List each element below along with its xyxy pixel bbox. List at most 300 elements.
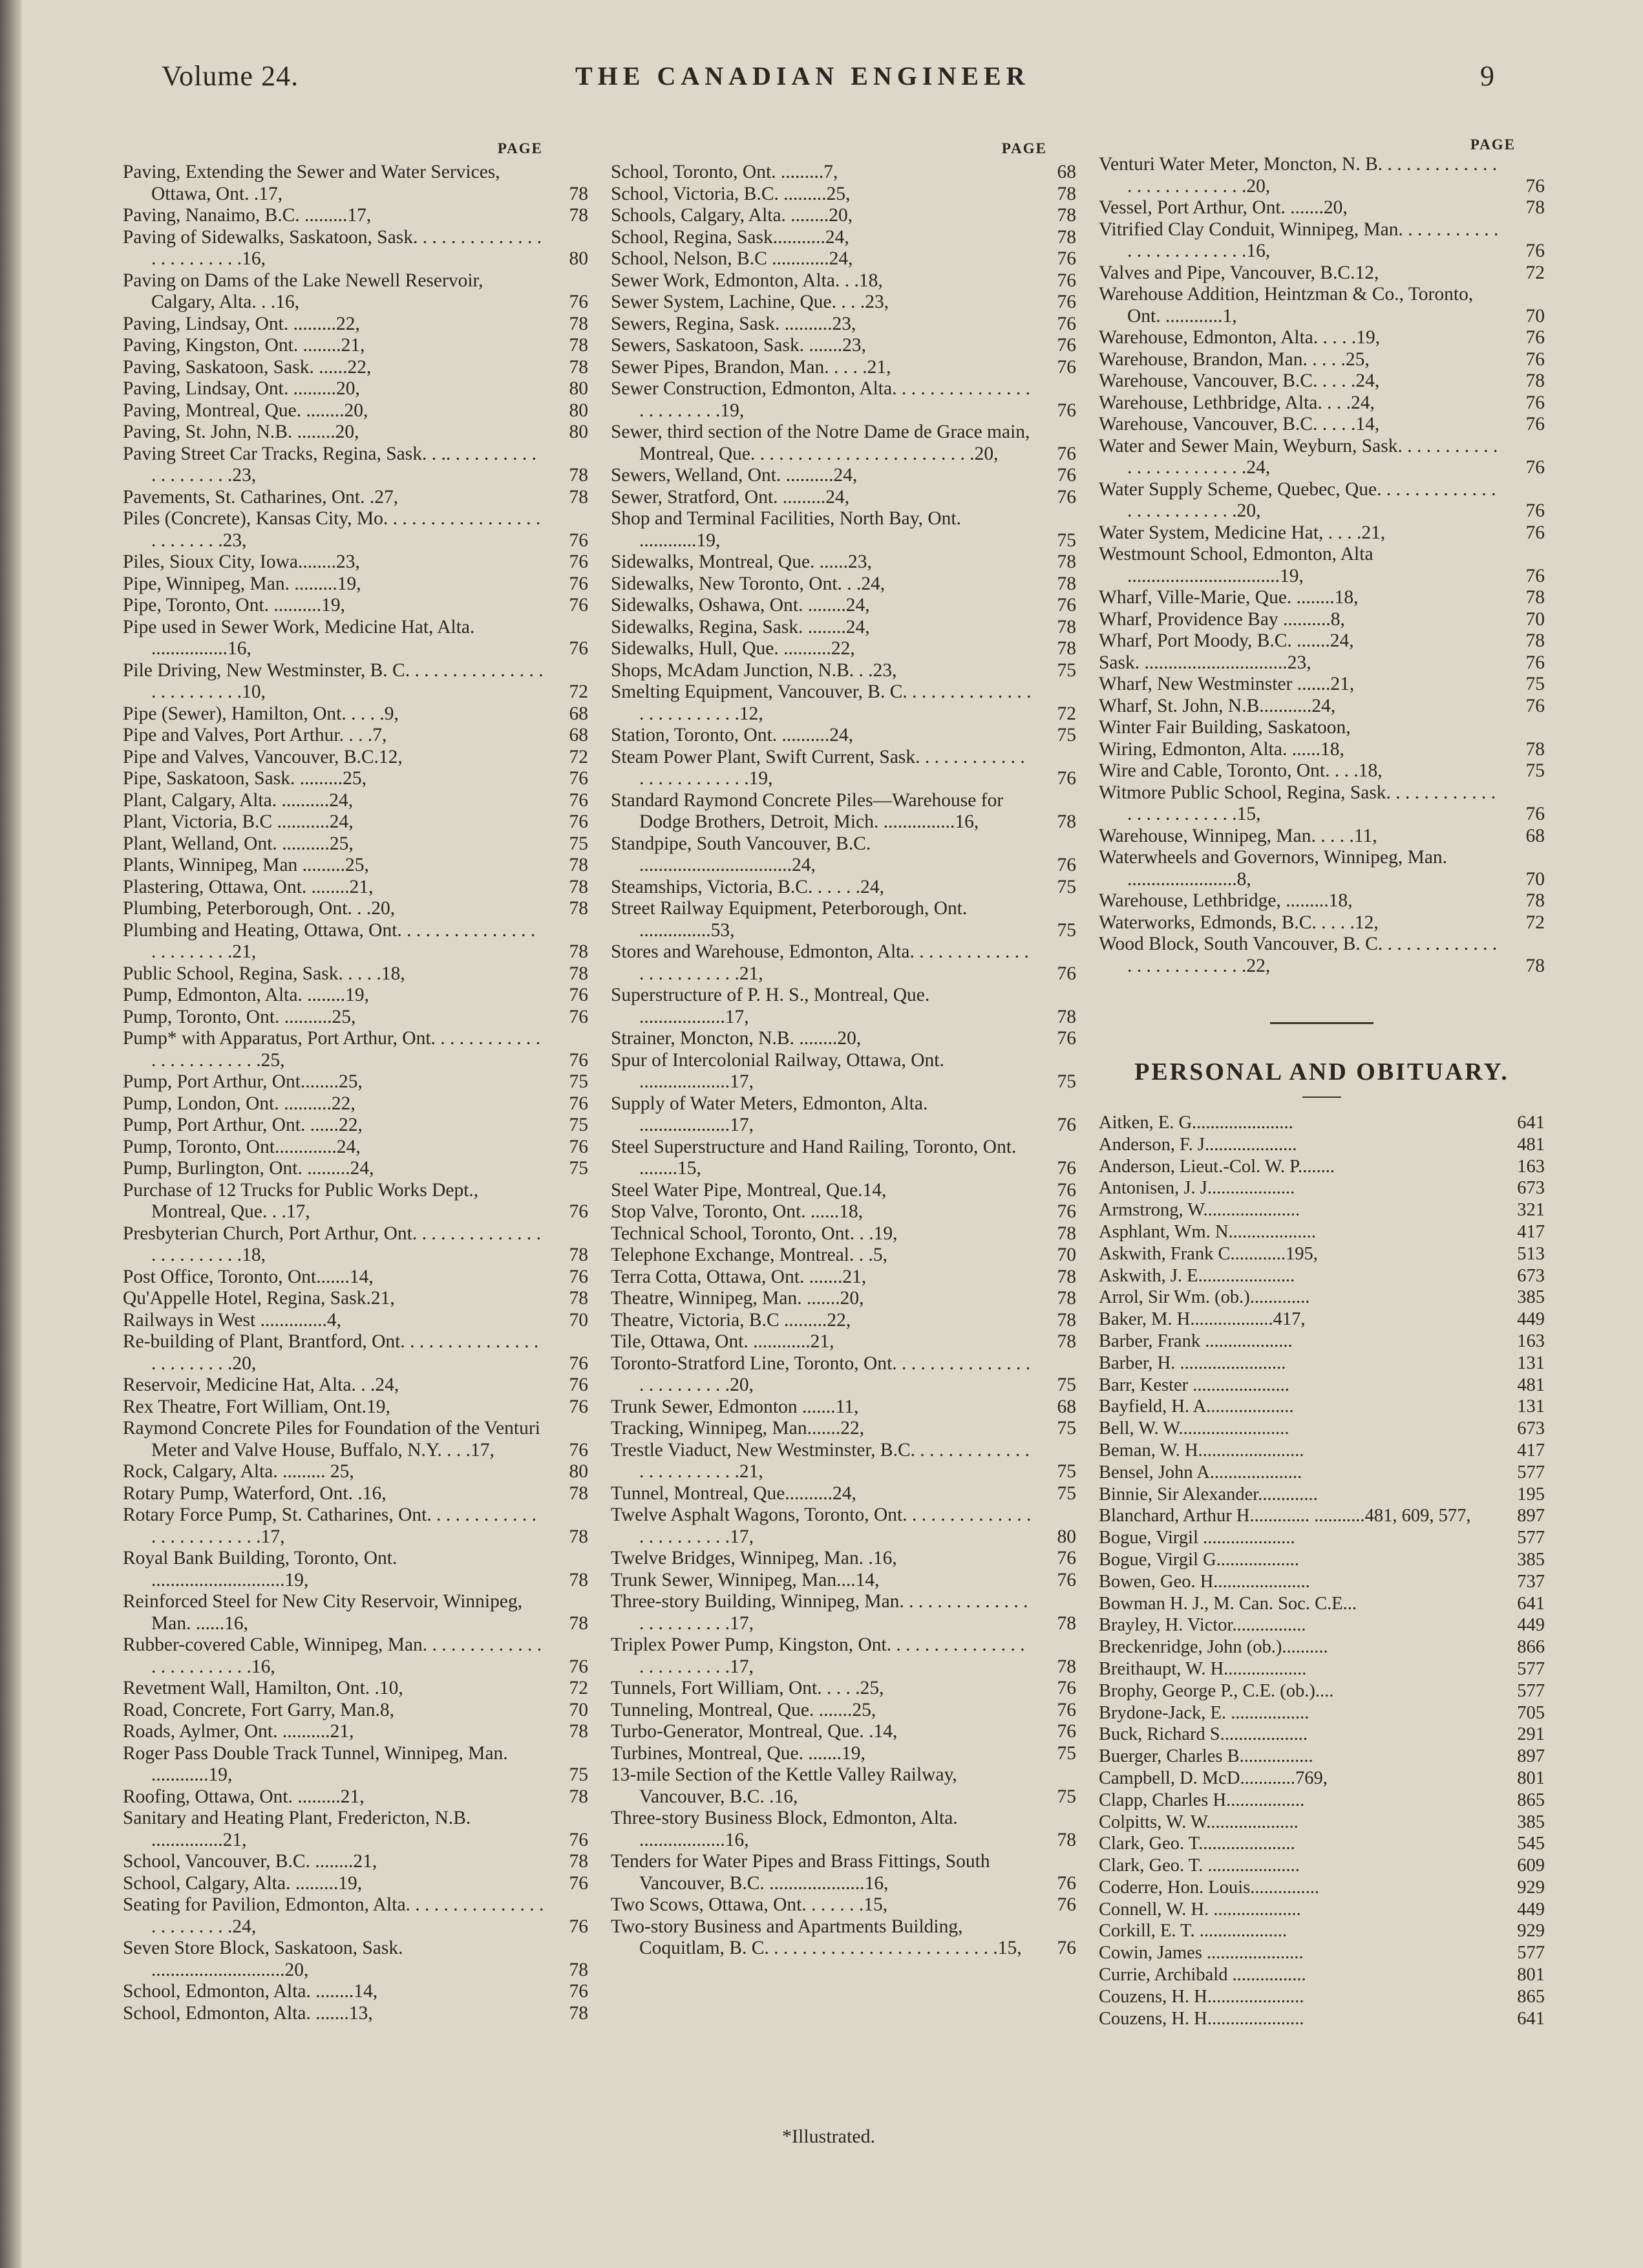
entry-text: Two-story Business and Apartments Building, Coquitlam, B. C. . . . . . . . . . . . . . . . . . . . . . . . .15, [611,1916,1022,1958]
entry-page: 75 [1057,876,1076,897]
entry-page: 78 [1057,1656,1076,1677]
entry-page: 76 [569,811,588,832]
person-page: 449 [1517,1899,1545,1920]
entry-page: 78 [1525,197,1545,218]
entry-text: Superstructure of P. H. S., Montreal, Que. ..................17, [611,985,930,1027]
person-name: Campbell, D. McD............769, [1099,1768,1328,1788]
entry-text: Seven Store Block, Saskatoon, Sask. ............................20, [123,1938,403,1980]
entry-page: 76 [1057,313,1076,334]
person-entry [1099,1156,1545,1178]
page-column-heading: PAGE [1001,140,1047,156]
index-entry [611,335,1076,357]
person-page: 705 [1517,1702,1545,1723]
person-name: Bell, W. W........................ [1099,1418,1289,1439]
person-entry [1099,1134,1545,1156]
person-page: 131 [1517,1396,1545,1417]
entry-text: Qu'Appelle Hotel, Regina, Sask.21, [123,1288,395,1309]
entry-page: 76 [1525,652,1545,673]
index-entry [611,1050,1076,1093]
person-name: Anderson, F. J.................... [1099,1134,1297,1155]
entry-page: 78 [569,486,588,508]
index-entry [1099,890,1545,912]
entry-page: 70 [1525,868,1545,890]
person-entry [1099,1636,1545,1658]
entry-page: 78 [1057,551,1076,572]
entry-page: 78 [1057,183,1076,204]
entry-page: 76 [1057,1569,1076,1590]
entry-text: School, Regina, Sask...........24, [611,226,849,248]
person-page: 673 [1517,1418,1545,1439]
entry-text: Water System, Medicine Hat, . . . .21, [1099,522,1386,543]
person-entry [1099,1899,1545,1921]
person-entry [1099,1462,1545,1484]
entry-page: 76 [1057,855,1076,875]
person-name: Couzens, H. H..................... [1099,1986,1304,2007]
index-entry [611,1288,1076,1310]
index-entry [123,920,588,963]
entry-page: 80 [569,422,588,442]
person-page: 417 [1517,1440,1545,1460]
person-page: 641 [1517,1593,1545,1614]
person-entry [1099,1593,1545,1615]
person-name: Beman, W. H....................... [1099,1440,1304,1460]
entry-page: 76 [1057,1872,1076,1894]
index-entry [611,1028,1076,1050]
index-entry [1099,826,1545,848]
entry-text: Presbyterian Church, Port Arthur, Ont. . . . . . . . . . . . . . . . . . . . . . . .18, [123,1223,541,1265]
index-entry [611,508,1076,551]
entry-text: Paving, Kingston, Ont. ........21, [123,335,365,356]
person-entry [1099,1112,1545,1134]
person-name: Colpitts, W. W.................... [1099,1812,1298,1832]
index-entry [611,941,1076,985]
entry-page: 75 [1057,1375,1076,1395]
entry-text: Pipe and Valves, Port Arthur. . . .7, [123,725,387,745]
entry-page: 76 [569,1136,588,1157]
entry-page: 78 [1057,1612,1076,1634]
index-entry [611,660,1076,682]
entry-text: Plumbing and Heating, Ottawa, Ont. . . . . . . . . . . . . . . . . . . . . . . .21, [123,919,536,962]
index-entry [611,1851,1076,1894]
person-page: 545 [1517,1834,1545,1854]
index-entry [123,833,588,855]
index-entry [1099,674,1545,696]
index-entry [123,270,588,314]
person-entry [1099,1942,1545,1964]
entry-text: Wharf, New Westminster .......21, [1099,674,1355,694]
index-entry [1099,522,1545,544]
index-entry [123,1375,588,1396]
page-column-heading: PAGE [1470,136,1516,153]
person-name: Brayley, H. Victor................ [1099,1615,1306,1636]
index-entry [611,205,1076,227]
entry-text: Rotary Force Pump, St. Catharines, Ont. . . . . . . . . . . . . . . . . . . . . . . .17, [123,1504,536,1547]
entry-text: Wire and Cable, Toronto, Ont. . . .18, [1099,760,1383,781]
entry-text: Steamships, Victoria, B.C. . . . . .24, [611,876,884,897]
entry-text: Station, Toronto, Ont. ..........24, [611,725,854,745]
entry-text: Plant, Victoria, B.C ...........24, [123,811,354,832]
person-page: 641 [1517,2008,1545,2029]
entry-text: Paving, Lindsay, Ont. .........22, [123,313,360,334]
person-name: Bayfield, H. A................... [1099,1396,1294,1417]
entry-page: 78 [569,465,588,486]
entry-page: 76 [569,1439,588,1460]
person-name: Armstrong, W..................... [1099,1200,1300,1221]
section-title: PERSONAL AND OBITUARY. [1134,1058,1509,1086]
person-entry [1099,1331,1545,1353]
entry-page: 76 [569,1829,588,1850]
person-page: 321 [1517,1200,1545,1221]
entry-text: Steam Power Plant, Swift Current, Sask. . . . . . . . . . . . . . . . . . . . . . . .19, [611,746,1025,789]
person-entry [1099,1877,1545,1899]
index-entry [611,1180,1076,1202]
index-entry [1099,609,1545,631]
entry-text: Turbines, Montreal, Que. .......19, [611,1742,865,1764]
person-entry [1099,1855,1545,1877]
entry-text: Sewer, Stratford, Ont. .........24, [611,486,850,508]
person-name: Couzens, H. H..................... [1099,2008,1304,2029]
entry-page: 78 [569,356,588,378]
index-entry [611,1137,1076,1180]
index-entry [123,1267,588,1289]
entry-text: School, Victoria, B.C. .........25, [611,183,851,204]
entry-text: Piles, Sioux City, Iowa........23, [123,551,360,572]
entry-page: 76 [569,1916,588,1937]
index-entry [1099,197,1545,219]
index-entry [1099,414,1545,436]
entry-page: 76 [1057,292,1076,312]
person-entry [1099,1812,1545,1834]
personal-obituary-list [1099,1112,1545,2029]
entry-page: 78 [1057,1006,1076,1027]
index-entry [123,1851,588,1873]
entry-page: 76 [1057,443,1076,464]
entry-text: Sanitary and Heating Plant, Fredericton, N.B. ...............21, [123,1808,471,1850]
entry-text: Royal Bank Building, Toronto, Ont. ............................19, [123,1548,398,1590]
person-page: 449 [1517,1309,1545,1330]
person-entry [1099,1790,1545,1812]
entry-page: 68 [569,725,588,745]
entry-text: Roads, Aylmer, Ont. ..........21, [123,1721,354,1742]
entry-page: 78 [569,898,588,919]
person-entry [1099,1614,1545,1636]
entry-text: Three-story Building, Winnipeg, Man. . . . . . . . . . . . . . . . . . . . . . . .17, [611,1591,1028,1634]
entry-page: 72 [1525,262,1545,283]
entry-text: Seating for Pavilion, Edmonton, Alta. . . . . . . . . . . . . . . . . . . . . . . .24, [123,1894,544,1937]
entry-page: 76 [569,985,588,1005]
index-entry [1099,782,1545,826]
entry-text: Warehouse, Vancouver, B.C. . . . .14, [1099,414,1380,434]
person-page: 737 [1517,1571,1545,1592]
entry-page: 76 [1057,963,1076,984]
index-entry [123,1504,588,1548]
person-name: Cowin, James ..................... [1099,1943,1304,1963]
entry-text: School, Edmonton, Alta. .......13, [123,2002,373,2024]
entry-page: 76 [1057,356,1076,378]
entry-page: 76 [1057,486,1076,508]
index-entry [611,595,1076,617]
entry-text: Pipe (Sewer), Hamilton, Ont. . . . .9, [123,703,399,724]
index-entry [611,1916,1076,1960]
index-entry [123,1808,588,1851]
entry-page: 76 [1525,414,1545,434]
entry-text: Sidewalks, Hull, Que. ..........22, [611,638,855,659]
entry-page: 76 [569,1872,588,1894]
entry-text: Vessel, Port Arthur, Ont. .......20, [1099,197,1348,218]
entry-page: 72 [569,746,588,767]
entry-text: Sewer Pipes, Brandon, Man. . . . .21, [611,356,891,378]
entry-text: Wood Block, South Vancouver, B. C. . . . . . . . . . . . . . . . . . . . . . . . . .22, [1099,934,1498,976]
index-entry [1099,739,1545,761]
index-entry [611,747,1076,790]
person-page: 291 [1517,1724,1545,1745]
entry-text: Westmount School, Edmonton, Alta ................................19, [1099,544,1373,586]
entry-page: 78 [569,1786,588,1807]
index-column-2 [611,136,1076,1960]
entry-page: 76 [1525,348,1545,370]
index-entry [123,1288,588,1310]
person-page: 577 [1517,1528,1545,1548]
entry-page: 76 [569,789,588,811]
entry-text: Warehouse, Brandon, Man. . . . .25, [1099,348,1370,370]
person-entry [1099,1920,1545,1942]
entry-page: 72 [1525,912,1545,933]
index-entry [611,833,1076,877]
index-entry [123,1483,588,1505]
index-entry [611,1894,1076,1916]
index-entry [611,1721,1076,1743]
index-entry [123,1137,588,1159]
person-name: Bogue, Virgil .................... [1099,1528,1295,1548]
entry-text: Trunk Sewer, Edmonton .......11, [611,1396,859,1417]
entry-page: 78 [569,1288,588,1309]
running-header [162,59,1506,98]
person-page: 929 [1517,1877,1545,1898]
index-entries [1099,154,1545,977]
entry-text: School, Edmonton, Alta. ........14, [123,1981,378,2002]
entry-page: 75 [1525,760,1545,781]
entry-text: Roger Pass Double Track Tunnel, Winnipeg, Man. ............19, [123,1742,508,1785]
entry-page: 76 [569,1375,588,1395]
entry-page: 78 [569,1526,588,1547]
index-entry [611,573,1076,595]
index-entry [611,314,1076,336]
entry-text: Warehouse, Edmonton, Alta. . . . .19, [1099,327,1381,348]
entry-text: Tile, Ottawa, Ont. ............21, [611,1331,834,1352]
entry-text: Trunk Sewer, Winnipeg, Man....14, [611,1569,880,1590]
entry-page: 78 [1057,1266,1076,1287]
person-name: Coderre, Hon. Louis............... [1099,1877,1320,1898]
index-entry [123,877,588,899]
person-name: Breithaupt, W. H.................. [1099,1658,1307,1679]
entry-text: Pump, Toronto, Ont. ..........25, [123,1006,356,1027]
person-entry [1099,1418,1545,1440]
entry-page: 70 [1525,608,1545,630]
person-page: 449 [1517,1615,1545,1636]
index-entry [611,1396,1076,1418]
person-entry [1099,1527,1545,1549]
entry-text: Turbo-Generator, Montreal, Que. .14, [611,1721,898,1742]
person-name: Brophy, George P., C.E. (ob.).... [1099,1680,1334,1701]
index-column-3 [1099,136,1545,2029]
index-entry [123,617,588,660]
entry-page: 70 [1057,1245,1076,1265]
index-entry [123,1700,588,1722]
journal-title: THE CANADIAN ENGINEER [575,61,1030,91]
volume-label: Volume 24. [162,60,299,92]
entry-page: 75 [1525,674,1545,694]
person-name: Antonisen, J. J................... [1099,1178,1295,1199]
entry-page: 76 [1057,335,1076,356]
section-divider [1270,1022,1373,1024]
person-entry [1099,1309,1545,1331]
entry-page: 75 [569,1071,588,1092]
index-entry [611,1267,1076,1289]
entry-page: 78 [569,183,588,204]
entry-page: 76 [1057,1201,1076,1222]
entry-text: Technical School, Toronto, Ont. . .19, [611,1223,898,1244]
person-entry [1099,1658,1545,1680]
entry-page: 80 [569,1461,588,1482]
index-entry [123,1894,588,1938]
index-entry [611,1504,1076,1548]
entry-text: Warehouse, Lethbridge, .........18, [1099,890,1353,911]
index-entry [1099,587,1545,609]
entry-page: 76 [569,1049,588,1071]
index-entry [611,1093,1076,1137]
index-entry [611,1440,1076,1483]
person-entry [1099,1505,1545,1527]
index-entry [611,465,1076,487]
entry-text: Piles (Concrete), Kansas City, Mo. . . . . . . . . . . . . . . . . . . . . . . . .23, [123,508,541,551]
entry-text: Sidewalks, Regina, Sask. ........24, [611,616,870,637]
index-entry [611,1634,1076,1678]
entry-text: Pump, Toronto, Ont.............24, [123,1136,361,1157]
index-entry [611,248,1076,270]
entry-text: Paving, Lindsay, Ont. .........20, [123,378,360,399]
person-entry [1099,1724,1545,1746]
index-entry [123,1591,588,1634]
entry-text: Sewers, Saskatoon, Sask. .......23, [611,335,866,356]
person-entry [1099,1265,1545,1287]
entry-page: 72 [569,1678,588,1698]
entry-text: Sewers, Regina, Sask. ..........23, [611,313,856,334]
entry-text: Sewer Work, Edmonton, Alta. . .18, [611,270,883,291]
person-entry [1099,1702,1545,1724]
entry-text: Paving, Saskatoon, Sask. ......22, [123,356,372,378]
index-entry [611,638,1076,660]
entry-text: Shops, McAdam Junction, N.B. . .23, [611,659,897,681]
index-entry [611,162,1076,184]
entry-page: 78 [569,313,588,334]
person-page: 866 [1517,1637,1545,1658]
index-entries [611,162,1076,1960]
index-entry [123,1223,588,1267]
entry-text: Road, Concrete, Fort Garry, Man.8, [123,1699,395,1720]
index-entry [123,855,588,877]
index-entry [1099,284,1545,327]
index-entry [611,617,1076,639]
index-entry [611,1743,1076,1765]
entry-page: 78 [1057,1829,1076,1850]
entry-text: Sask. ..............................23, [1099,652,1311,673]
index-entry [1099,479,1545,522]
index-entry [1099,934,1545,977]
entry-page: 70 [1525,305,1545,326]
entry-text: Stores and Warehouse, Edmonton, Alta. . . . . . . . . . . . . . . . . . . . . . . .21, [611,941,1029,984]
entry-text: Wharf, Providence Bay ..........8, [1099,608,1345,630]
entry-page: 78 [569,335,588,356]
entry-text: Steel Superstructure and Hand Railing, Toronto, Ont. ........15, [611,1136,1017,1179]
entry-text: Winter Fair Building, Saskatoon, [1099,717,1351,738]
person-name: Corkill, E. T. ................... [1099,1921,1288,1942]
index-entry [1099,912,1545,934]
index-entry [1099,717,1545,739]
entry-text: Re-building of Plant, Brantford, Ont. . . . . . . . . . . . . . . . . . . . . . . .20, [123,1331,539,1374]
person-page: 163 [1517,1331,1545,1351]
index-entry [611,1700,1076,1722]
entry-page: 76 [1057,1721,1076,1742]
person-entry [1099,1243,1545,1265]
entry-page: 75 [1057,530,1076,551]
person-entry [1099,1199,1545,1221]
index-entry [123,963,588,985]
index-entry [1099,544,1545,587]
entry-text: Trestle Viaduct, New Westminster, B.C. . . . . . . . . . . . . . . . . . . . . . . .21, [611,1439,1030,1482]
entry-page: 76 [1057,248,1076,269]
person-name: Clapp, Charles H................. [1099,1790,1305,1810]
entry-page: 75 [569,1115,588,1135]
index-entry [123,444,588,487]
entry-text: Sewer System, Lachine, Que. . . .23, [611,292,889,312]
entry-page: 76 [1525,565,1545,586]
index-entry [123,573,588,595]
entry-text: Paving, Nanaimo, B.C. .........17, [123,205,372,226]
entry-page: 78 [1057,638,1076,659]
entry-page: 78 [1057,226,1076,248]
entry-page: 75 [1057,1461,1076,1482]
index-entry [1099,847,1545,890]
index-entry [611,1245,1076,1267]
index-entry [123,1396,588,1418]
entry-page: 76 [569,1201,588,1222]
page-edge-shadow [0,0,22,2268]
entry-page: 76 [569,768,588,789]
index-entry [123,768,588,790]
entry-page: 80 [569,378,588,399]
entry-page: 76 [1057,400,1076,421]
index-entry [123,1873,588,1895]
index-entry [611,877,1076,899]
entry-text: Roofing, Ottawa, Ont. .........21, [123,1786,365,1807]
entry-text: Pump, London, Ont. ..........22, [123,1093,355,1114]
person-entry [1099,1768,1545,1790]
entry-text: Three-story Business Block, Edmonton, Alta. ..................16, [611,1808,958,1850]
entry-text: Twelve Bridges, Winnipeg, Man. .16, [611,1548,897,1568]
section-underline [1302,1097,1341,1098]
entry-text: Warehouse, Lethbridge, Alta. . . .24, [1099,392,1375,413]
person-page: 195 [1517,1484,1545,1504]
entry-text: School, Toronto, Ont. .........7, [611,162,838,182]
index-entry [123,551,588,573]
entry-page: 76 [569,638,588,659]
person-page: 897 [1517,1506,1545,1526]
entry-text: Sewer Construction, Edmonton, Alta. . . . . . . . . . . . . . . . . . . . . . . .19, [611,378,1030,421]
person-entry [1099,1396,1545,1418]
index-entry [123,1721,588,1743]
person-page: 577 [1517,1943,1545,1963]
entry-text: Paving, St. John, N.B. ........20, [123,422,359,442]
